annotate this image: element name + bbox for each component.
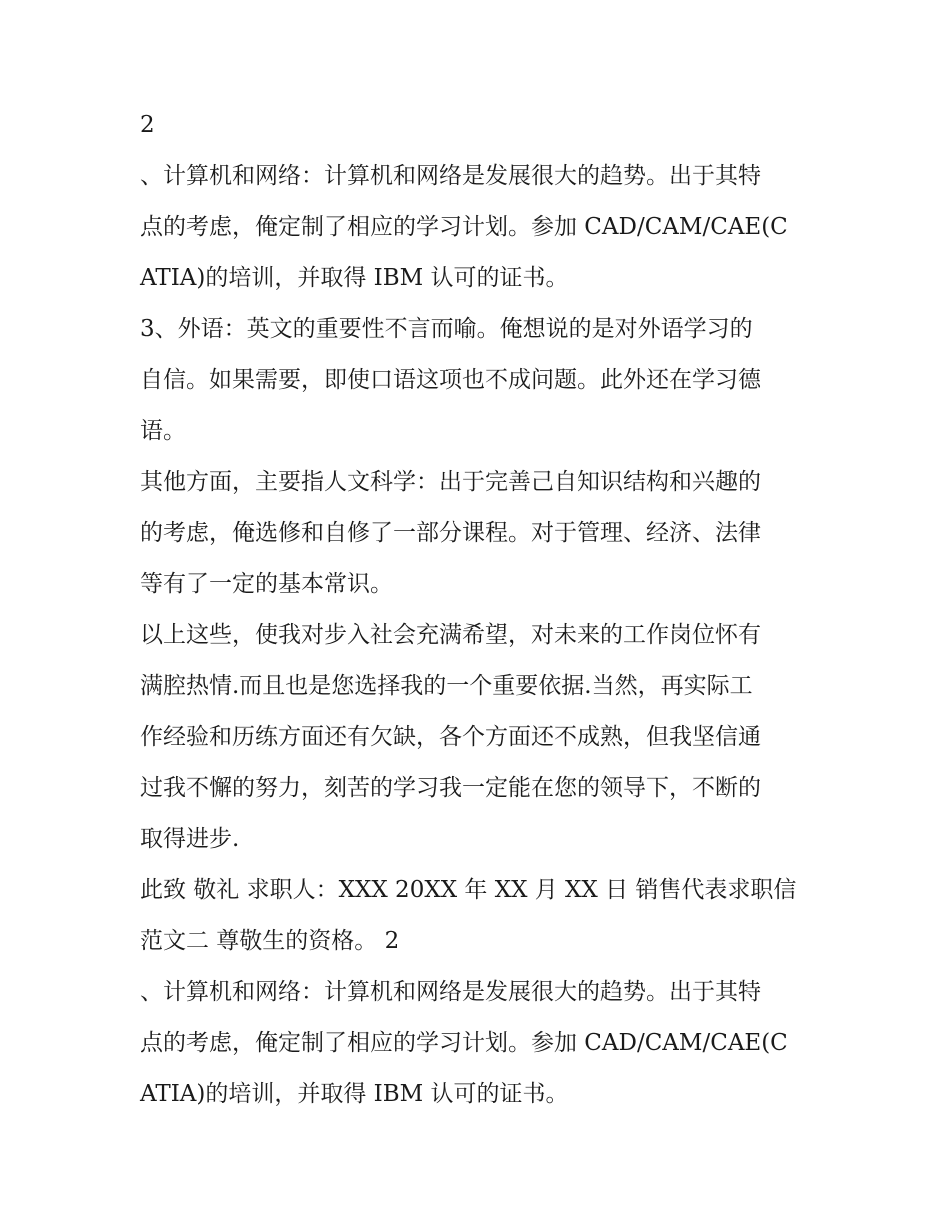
text-line: 点的考虑，俺定制了相应的学习计划。参加 CAD/CAM/CAE(C [140,1030,788,1056]
text-line: 以上这些，使我对步入社会充满希望，对未来的工作岗位怀有 [140,622,761,648]
text-line: 、计算机和网络：计算机和网络是发展很大的趋势。出于其特 [140,979,761,1005]
text-line: 取得进步. [140,826,240,852]
document-body [140,100,820,1120]
text-line: 此致 敬礼 求职人：XXX 20XX 年 XX 月 XX 日 销售代表求职信 [140,877,797,903]
text-line: 等有了一定的基本常识。 [140,571,393,597]
text-line: 点的考虑，俺定制了相应的学习计划。参加 CAD/CAM/CAE(C [140,214,788,240]
text-line: 3、外语：英文的重要性不言而喻。俺想说的是对外语学习的 [140,316,753,342]
text-line: ATIA)的培训，并取得 IBM 认可的证书。 [140,265,569,291]
text-line: 过我不懈的努力，刻苦的学习我一定能在您的领导下，不断的 [140,775,761,801]
text-line: 自信。如果需要，即使口语这项也不成问题。此外还在学习德 [140,367,761,393]
text-line: 满腔热情.而且也是您选择我的一个重要依据.当然，再实际工 [140,673,753,699]
text-line: 作经验和历练方面还有欠缺，各个方面还不成熟，但我坚信通 [140,724,761,750]
text-line: 2 [140,112,155,138]
text-line: 其他方面，主要指人文科学：出于完善己自知识结构和兴趣的 [140,469,761,495]
text-line: ATIA)的培训，并取得 IBM 认可的证书。 [140,1081,569,1107]
text-line: 语。 [140,418,186,444]
text-line: 范文二 尊敬生的资格。 2 [140,928,400,954]
text-line: 的考虑，俺选修和自修了一部分课程。对于管理、经济、法律 [140,520,761,546]
text-line: 、计算机和网络：计算机和网络是发展很大的趋势。出于其特 [140,163,761,189]
